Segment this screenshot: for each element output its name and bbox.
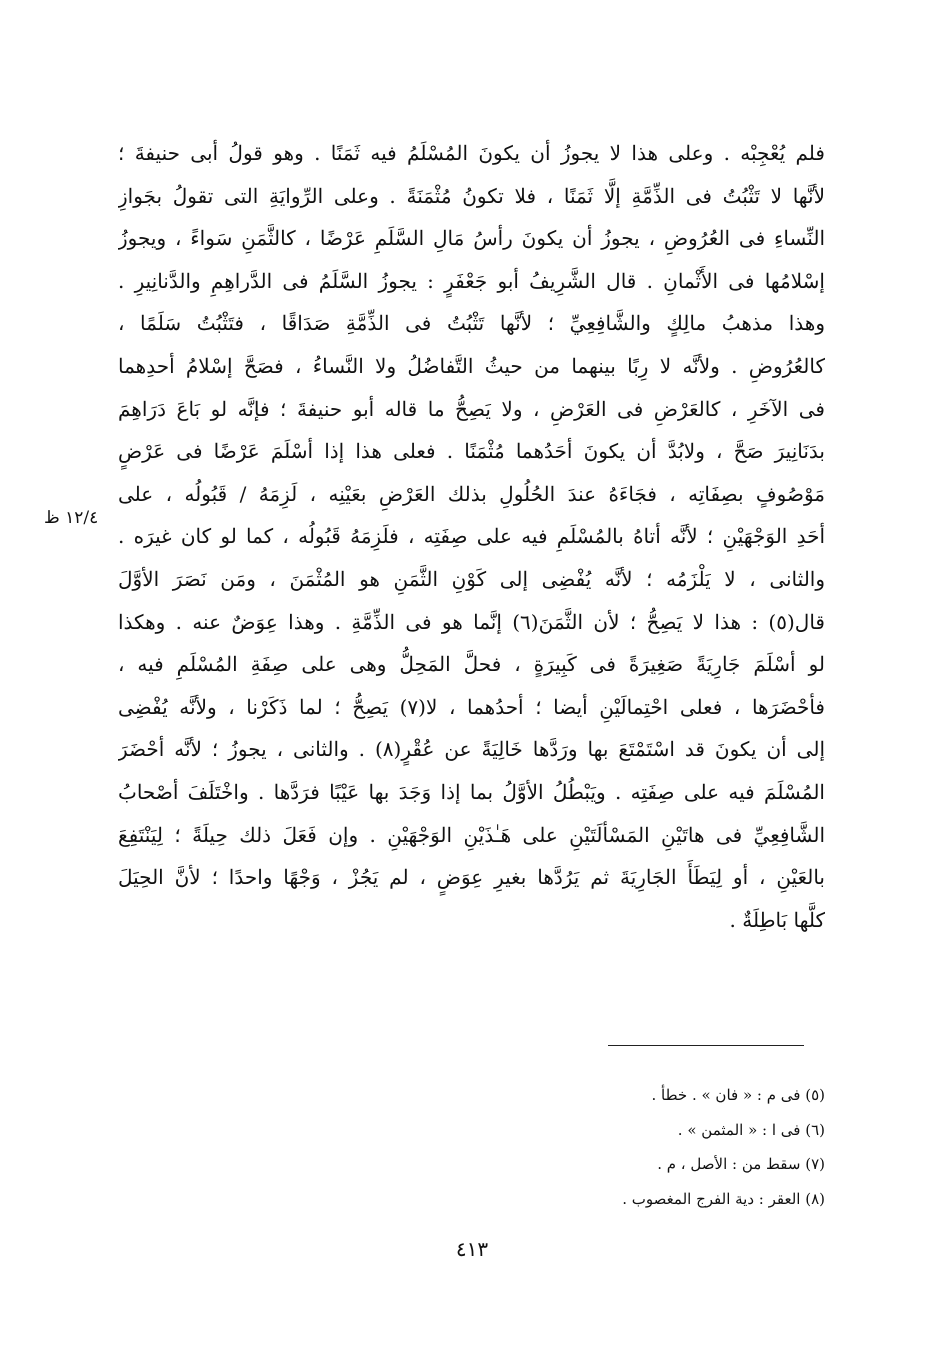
text-line: بدَنَانِيرَ صَحَّ ، ولابُدَّ أن يكونَ أحَدُهما مُثْمَنًا . فعلى هذا إذا أسْلَمَ عَرْضًا فى عَرْضٍ bbox=[118, 439, 825, 464]
footnotes-block bbox=[265, 1078, 825, 1216]
text-line: المُسْلَمَ فيه على صِفَتِه . ويَبْطُلُ الأوَّلُ بما إذا وَجَدَ بها عَيْبًا فرَدَّها . واخْتَلَفَ أصْحابُ bbox=[118, 779, 825, 804]
text-line: فأحْضَرَها ، فعلى احْتِمالَيْنِ أيضا ؛ أحدُهما ، لا(٧) يَصِحُّ ؛ لما ذَكَرْنا ، ولأنَّه يُفْضِى bbox=[118, 694, 825, 719]
text-line: إلى أن يكونَ قد اسْتَمْتَعَ بها ورَدَّها خَالِيَةً عن عُقْرٍ(٨) . والثانى ، يجوزُ ؛ لأنَّه أحْضَرَ bbox=[118, 737, 825, 762]
text-line: بالعَيْنِ ، أو لِيَطَأَ الجَارِيَةَ ثم يَرُدَّها بغيرِ عِوَضٍ ، لم يَجُزْ ، وَجْهًا واحدًا ؛ لأنَّ الحِيَلَ bbox=[118, 865, 825, 890]
text-line: فلم يُعْجِبْه . وعلى هذا لا يجوزُ أن يكونَ المُسْلَمُ فيه ثَمَنًا . وهو قولُ أبى حنيفةَ ؛ bbox=[118, 141, 825, 165]
text-line: الشَّافِعِيِّ فى هاتَيْنِ المَسْألَتَيْنِ على هَـٰذَيْنِ الوَجْهَيْنِ . وإن فَعَلَ ذلك حِيلَةً ؛ لِيَنْتَفِعَ bbox=[118, 822, 825, 847]
page-number: ٤١٣ bbox=[455, 1237, 489, 1261]
text-line: مَوْصُوفٍ بصِفَاتِه ، فجَاءَهُ عندَ الحُلُولِ بذلك العَرْضِ بعَيْنِه ، لَزِمَهُ / قَبُولُه ، على bbox=[118, 481, 825, 506]
text-line: أحَدِ الوَجْهَيْنِ ؛ لأنَّه أتاهُ بالمُسْلَمِ فيه على صِفَتِه ، فلَزِمَهُ قَبُولُه ، كما لو كان غيرَه . bbox=[118, 524, 825, 549]
footnote-separator bbox=[608, 1045, 804, 1046]
text-line: كلَّها بَاطِلَةٌ . bbox=[729, 907, 825, 932]
main-text-block bbox=[118, 132, 825, 941]
text-line: لو أسْلَمَ جَارِيَةً صَغِيرَةً فى كَبِيرَةٍ ، فحلَّ المَحِلُّ وهى على صِفَةِ المُسْلَمِ فيه ، bbox=[118, 652, 825, 677]
text-line: لأنَّها لا تَثْبُتُ فى الذِّمَّةِ إلَّا ثَمَنًا ، فلا تكونُ مُثْمَنَةً . وعلى الرِّوايَةِ التى تقولُ بجَوازِ bbox=[118, 183, 825, 208]
footnote: (٦) فى ا : « المثمن » . bbox=[677, 1120, 825, 1139]
text-line: فى الآخَرِ ، كالعَرْضِ فى العَرْضِ ، ولا يَصِحُّ ما قاله أبو حنيفةَ ؛ فإنَّه لو بَاعَ دَرَاهِمَ bbox=[118, 396, 825, 421]
text-line: وهذا مذهبُ مالِكٍ والشَّافِعِيِّ ؛ لأنَّها تَثْبُتُ فى الذِّمَّةِ صَدَاقًا ، فتَثْبُتُ سَلَمًا ، bbox=[118, 311, 825, 336]
text-line: قال(٥) : هذا لا يَصِحُّ ؛ لأن الثَّمَنَ(٦) إنَّما هو فى الذِّمَّةِ . وهذا عِوَضٌ عنه . وهكذا bbox=[118, 609, 825, 634]
text-line: إسْلامُها فى الأَثْمانِ . قال الشَّرِيفُ أبو جَعْفَرٍ : يجوزُ السَّلَمُ فى الدَّراهِمِ والدَّنانِيرِ . bbox=[118, 268, 825, 293]
footnote: (٨) العقر : دية الفرج المغصوب . bbox=[622, 1189, 825, 1208]
text-line: النِّساءِ فى العُرُوضِ ، يجوزُ أن يكونَ رأسُ مَالِ السَّلَمِ عَرْضًا ، كالثَّمَنِ سَواءً ، ويجوزُ bbox=[118, 226, 825, 251]
footnote: (٧) سقط من : الأصل ، م . bbox=[657, 1155, 825, 1173]
margin-folio-reference: ١٢/٤ ظ bbox=[44, 508, 99, 528]
footnote: (٥) فى م : « فان » . خطأ . bbox=[651, 1086, 825, 1104]
text-line: والثانى ، لا يَلْزَمُه ؛ لأنَّه يُفْضِى إلى كَوْنِ الثَّمَنِ هو المُثْمَنَ ، ومَن نَصَرَ الأوَّلَ bbox=[118, 566, 825, 591]
text-line: كالعُرُوضِ . ولأنَّه لا رِبًا بينهما من حيثُ التَّفاضُلُ ولا النَّساءُ ، فصَحَّ إسْلامُ أحدِهما bbox=[118, 353, 825, 378]
